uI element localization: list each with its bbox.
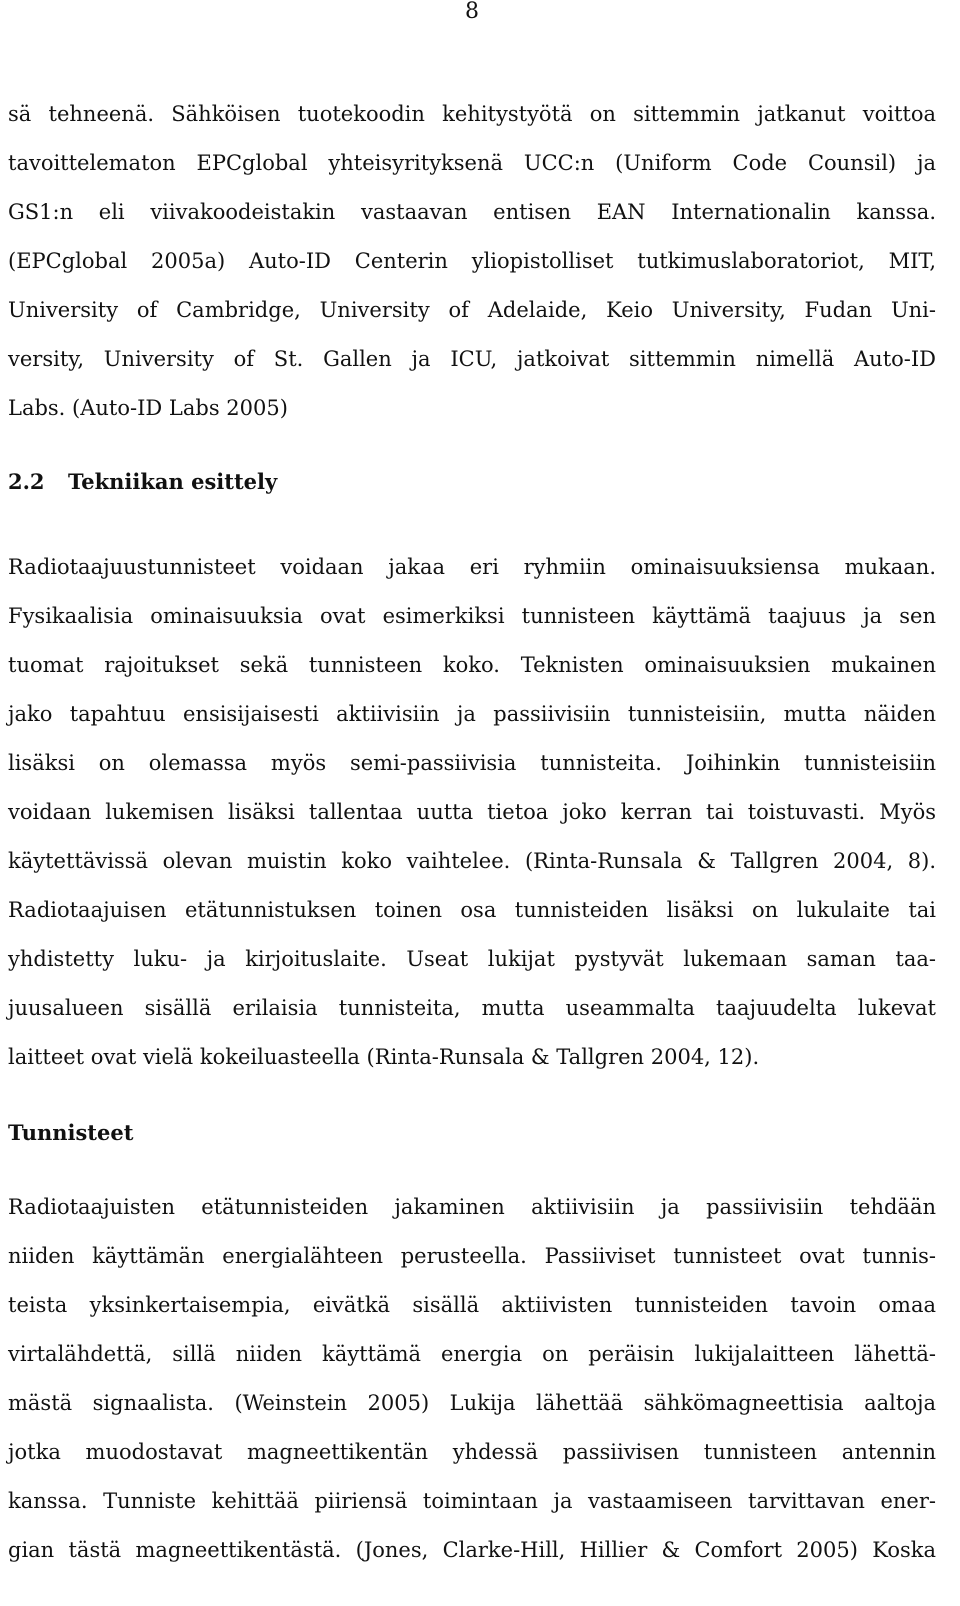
text-line: Fysikaalisia ominaisuuksia ovat esimerkiksi tunnisteen käyttämä taajuus ja sen	[8, 604, 936, 628]
text-line: virtalähdettä, sillä niiden käyttämä energia on peräisin lukijalaitteen lähettä-	[8, 1342, 936, 1366]
text-line: tavoittelematon EPCglobal yhteisyrityksenä UCC:n (Uniform Code Counsil) ja	[8, 151, 936, 175]
text-line: (EPCglobal 2005a) Auto-ID Centerin yliopistolliset tutkimuslaboratoriot, MIT,	[8, 249, 936, 273]
text-line: Labs. (Auto-ID Labs 2005)	[8, 396, 288, 420]
text-line: GS1:n eli viivakoodeistakin vastaavan entisen EAN Internationalin kanssa.	[8, 200, 936, 224]
text-line: University of Cambridge, University of Adelaide, Keio University, Fudan Uni-	[8, 298, 936, 322]
section-number: 2.2	[8, 469, 45, 494]
section-heading	[8, 467, 277, 497]
text-line: teista yksinkertaisempia, eivätkä sisällä aktiivisten tunnisteiden tavoin omaa	[8, 1293, 936, 1317]
subheading-tunnisteet: Tunnisteet	[8, 1120, 134, 1145]
text-line: yhdistetty luku- ja kirjoituslaite. Useat lukijat pystyvät lukemaan saman taa-	[8, 947, 936, 971]
text-line: kanssa. Tunniste kehittää piiriensä toimintaan ja vastaamiseen tarvittavan ener-	[8, 1489, 936, 1513]
text-line: mästä signaalista. (Weinstein 2005) Lukija lähettää sähkömagneettisia aaltoja	[8, 1391, 936, 1415]
text-line: voidaan lukemisen lisäksi tallentaa uutta tietoa joko kerran tai toistuvasti. Myös	[8, 800, 936, 824]
text-line: jako tapahtuu ensisijaisesti aktiivisiin ja passiivisiin tunnisteisiin, mutta näiden	[8, 702, 936, 726]
text-line: tuomat rajoitukset sekä tunnisteen koko. Teknisten ominaisuuksien mukainen	[8, 653, 936, 677]
paragraph-tags	[8, 1183, 936, 1575]
text-line: gian tästä magneettikentästä. (Jones, Clarke-Hill, Hillier & Comfort 2005) Koska	[8, 1538, 936, 1562]
text-line: käytettävissä olevan muistin koko vaihtelee. (Rinta-Runsala & Tallgren 2004, 8).	[8, 849, 936, 873]
text-line: lisäksi on olemassa myös semi-passiivisia tunnisteita. Joihinkin tunnisteisiin	[8, 751, 936, 775]
text-line: sä tehneenä. Sähköisen tuotekoodin kehitystyötä on sittemmin jatkanut voittoa	[8, 102, 936, 126]
text-line: Radiotaajuisten etätunnisteiden jakaminen aktiivisiin ja passiivisiin tehdään	[8, 1195, 936, 1219]
section-title: Tekniikan esittely	[68, 469, 278, 494]
text-line: niiden käyttämän energialähteen perusteella. Passiiviset tunnisteet ovat tunnis-	[8, 1244, 936, 1268]
page-number: 8	[465, 0, 479, 24]
text-line: Radiotaajuustunnisteet voidaan jakaa eri ryhmiin ominaisuuksiensa mukaan.	[8, 555, 936, 579]
text-line: jotka muodostavat magneettikentän yhdessä passiivisen tunnisteen antennin	[8, 1440, 936, 1464]
text-line: laitteet ovat vielä kokeiluasteella (Rinta-Runsala & Tallgren 2004, 12).	[8, 1045, 760, 1069]
paragraph-intro	[8, 90, 936, 433]
text-line: versity, University of St. Gallen ja ICU, jatkoivat sittemmin nimellä Auto-ID	[8, 347, 936, 371]
paragraph-technique	[8, 543, 936, 1082]
text-line: juusalueen sisällä erilaisia tunnisteita, mutta useammalta taajuudelta lukevat	[8, 996, 936, 1020]
text-line: Radiotaajuisen etätunnistuksen toinen osa tunnisteiden lisäksi on lukulaite tai	[8, 898, 936, 922]
